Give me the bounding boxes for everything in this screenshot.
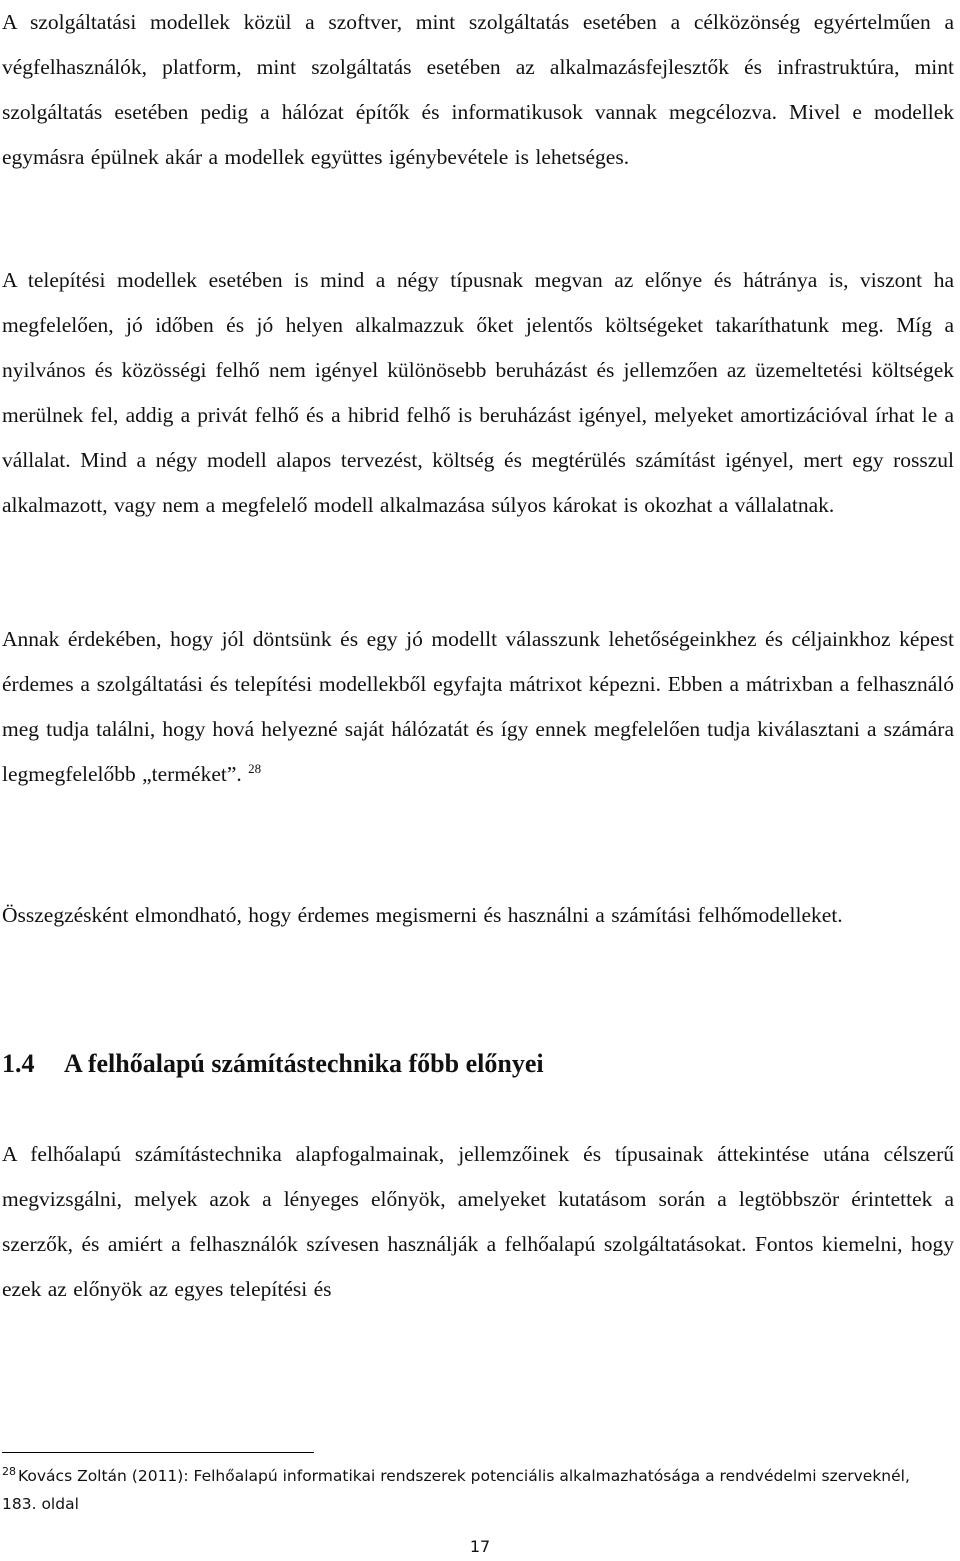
section-number: 1.4 bbox=[2, 1049, 35, 1078]
page-number: 17 bbox=[469, 1537, 491, 1556]
paragraph-summary bbox=[2, 893, 954, 938]
footnote-separator bbox=[2, 1452, 314, 1453]
footnote-reference[interactable]: 28 bbox=[248, 760, 262, 776]
footnote-text: Kovács Zoltán (2011): Felhőalapú informatikai rendszerek potenciális alkalmazhatósága a rendvédelmi szerveknél, 183. oldal bbox=[2, 1467, 910, 1513]
paragraph-text: A telepítési modellek esetében is mind a négy típusnak megvan az előnye és hátránya is, viszont ha megfelelően, jó időben és jó helyen alkalmazzuk őket jelentős költségeket takaríthatunk meg. Míg a nyilvános és közösségi felhő nem igényel különösebb beruházást és jellemzően az üzemeltetési költségek merülnek fel, addig a privát felhő és a hibrid felhő is beruházást igényel, melyeket amortizációval írhat le a vállalat. Mind a négy modell alapos tervezést, költség és megtérülés számítást igényel, mert egy rosszul alkalmazott, vagy nem a megfelelő modell alkalmazása súlyos károkat is okozhat a vállalatnak. bbox=[2, 268, 954, 517]
paragraph-service-models bbox=[2, 0, 954, 180]
paragraph-advantages-intro bbox=[2, 1132, 954, 1312]
section-heading bbox=[2, 1044, 544, 1084]
paragraph-text: Annak érdekében, hogy jól döntsünk és egy jó modellt válasszunk lehetőségeinkhez és céljainkhoz képest érdemes a szolgáltatási és telepítési modellekből egyfajta mátrixot képezni. Ebben a mátrixban a felhasználó meg tudja találni, hogy hová helyezné saját hálózatát és így ennek megfelelően tudja kiválasztani a számára legmegfelelőbb „terméket”. bbox=[2, 627, 954, 786]
section-title: A felhőalapú számítástechnika főbb előnyei bbox=[64, 1049, 544, 1078]
paragraph-text: A szolgáltatási modellek közül a szoftver, mint szolgáltatás esetében a célközönség egyértelműen a végfelhasználók, platform, mint szolgáltatás esetében az alkalmazásfejlesztők és infrastruktúra, mint szolgáltatás esetében pedig a hálózat építők és informatikusok vannak megcélozva. Mivel e modellek egymásra épülnek akár a modellek együttes igénybevétele is lehetséges. bbox=[2, 10, 954, 169]
paragraph-text: A felhőalapú számítástechnika alapfogalmainak, jellemzőinek és típusainak áttekintése utána célszerű megvizsgálni, melyek azok a lényeges előnyök, amelyeket kutatásom során a legtöbbször érintettek a szerzők, és amiért a felhasználók szívesen használják a felhőalapú szolgáltatásokat. Fontos kiemelni, hogy ezek az előnyök az egyes telepítési és bbox=[2, 1142, 954, 1301]
paragraph-deployment-models bbox=[2, 258, 954, 528]
footnote-marker: 28 bbox=[2, 1464, 16, 1478]
paragraph-text: Összegzésként elmondható, hogy érdemes megismerni és használni a számítási felhőmodelleket. bbox=[2, 903, 843, 927]
paragraph-matrix bbox=[2, 617, 954, 797]
footnote bbox=[2, 1462, 942, 1518]
